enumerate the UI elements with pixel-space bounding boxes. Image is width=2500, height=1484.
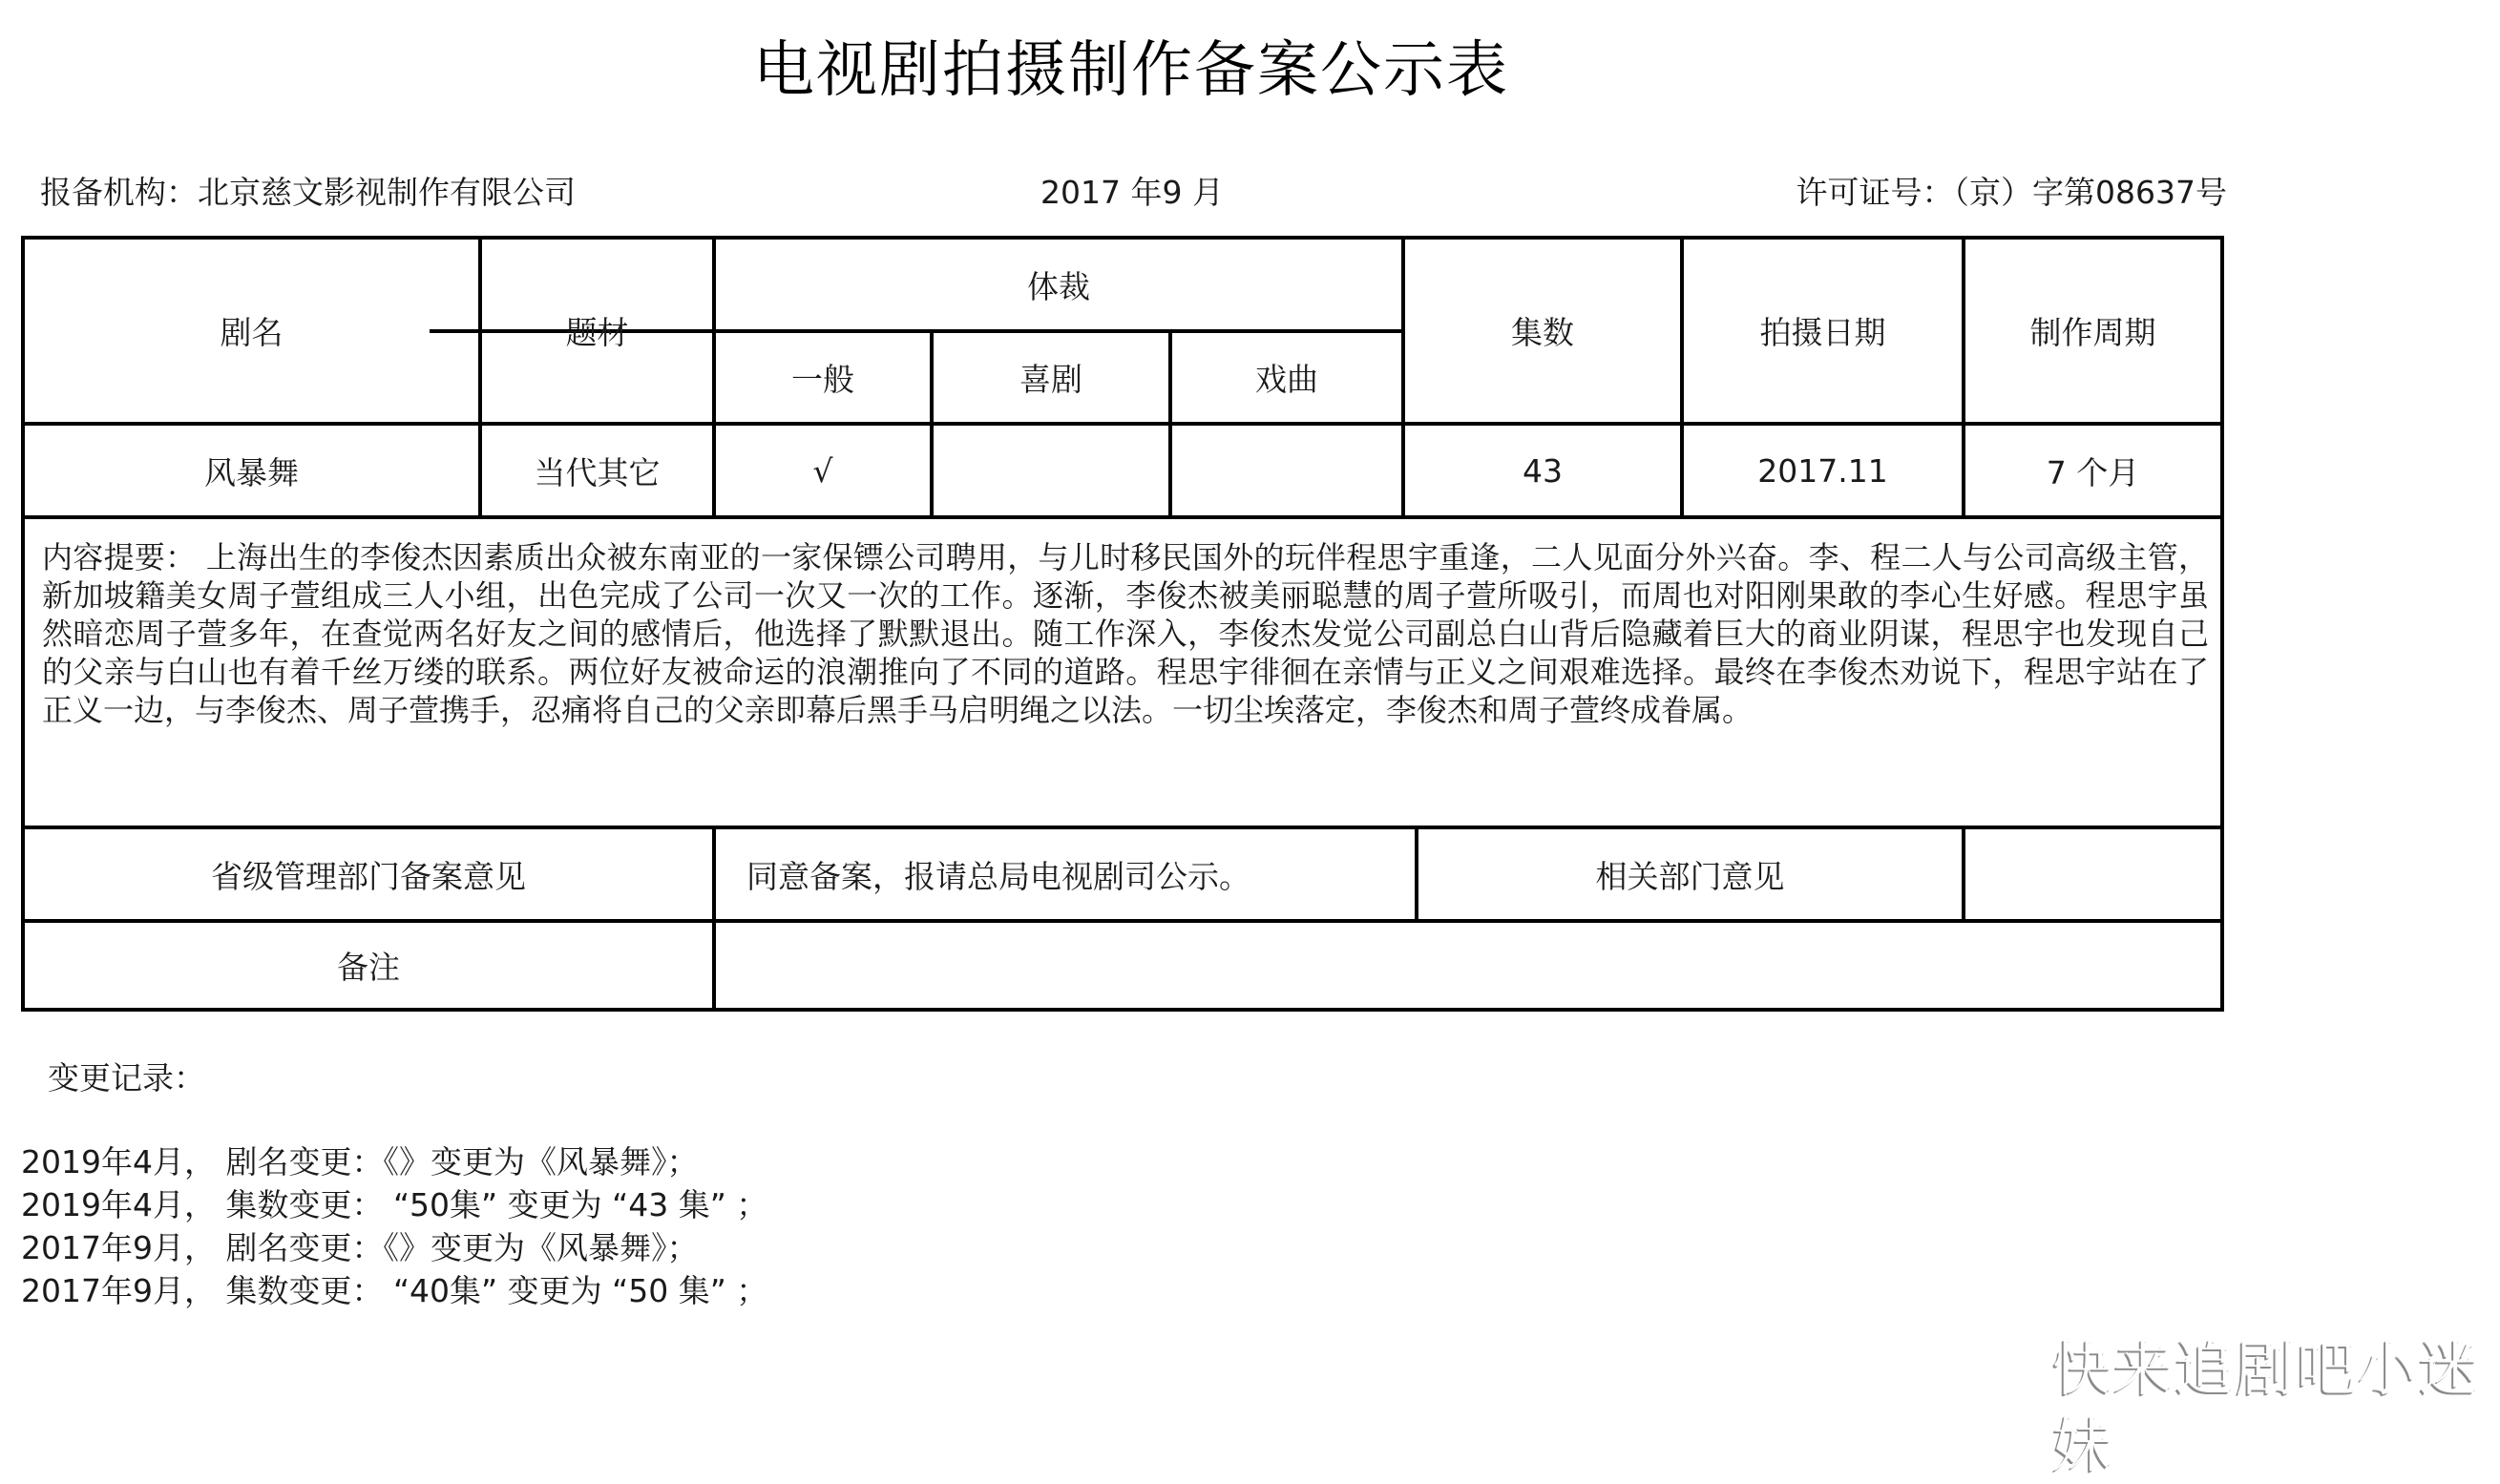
- header-genre: 体裁: [1027, 267, 1090, 305]
- summary-cell: [25, 519, 2220, 826]
- change-log-list: [21, 1140, 767, 1312]
- remarks-label: 备注: [337, 949, 400, 986]
- related-opinion-label: 相关部门意见: [1595, 857, 1785, 895]
- cell-production-period: 7 个月: [2046, 453, 2140, 491]
- cell-genre-comedy: [934, 426, 1168, 515]
- header-genre-comedy: 喜剧: [1019, 361, 1082, 398]
- cell-episodes: 43: [1523, 451, 1563, 490]
- change-log-entry: 2019年4月， 剧名变更：《》变更为《风暴舞》；: [21, 1143, 699, 1181]
- change-log-entry: 2017年9月， 剧名变更：《》变更为《风暴舞》；: [21, 1229, 699, 1266]
- license-number: 许可证号：（京）字第08637号: [1796, 174, 2227, 211]
- provincial-opinion-value: 同意备案，报请总局电视剧司公示。: [746, 857, 1250, 895]
- change-log-entry: 2019年4月， 集数变更： “50集” 变更为 “43 集” ；: [21, 1186, 768, 1223]
- change-log-title: 变更记录：: [48, 1059, 205, 1097]
- cell-genre-opera: [1172, 426, 1401, 515]
- filing-organization: 报备机构：北京慈文影视制作有限公司: [40, 174, 576, 211]
- provincial-opinion-label: 省级管理部门备案意见: [211, 857, 526, 895]
- header-genre-general: 一般: [791, 361, 854, 398]
- related-opinion-value: [1965, 829, 2220, 919]
- cell-shoot-date: 2017.11: [1757, 451, 1888, 490]
- cell-title: 风暴舞: [204, 453, 299, 491]
- cell-genre-general-check: √: [812, 451, 833, 490]
- header-subject: 题材: [565, 314, 629, 351]
- filing-table: [21, 236, 2224, 1012]
- page-title: 电视剧拍摄制作备案公示表: [753, 35, 1509, 106]
- header-shoot-date: 拍摄日期: [1759, 314, 1886, 351]
- header-production-period: 制作周期: [2029, 314, 2156, 351]
- cell-subject: 当代其它: [534, 453, 661, 491]
- watermark: 快来追剧吧小迷妹: [2052, 1334, 2481, 1480]
- header-genre-opera: 戏曲: [1255, 361, 1318, 398]
- remarks-value: [716, 923, 2220, 1008]
- header-episodes: 集数: [1511, 314, 1574, 351]
- filing-date: 2017 年9 月: [1040, 174, 1224, 211]
- change-log-entry: 2017年9月， 集数变更： “40集” 变更为 “50 集” ；: [21, 1272, 768, 1309]
- content-summary: 内容提要： 上海出生的李俊杰因素质出众被东南亚的一家保镖公司聘用，与儿时移民国外的玩伴程思宇重逢，二人见面分外兴奋。李、程二人与公司高级主管，新加坡籍美女周子萱组成三人小组，出色完成了公司一次又一次的工作。逐渐，李俊杰被美丽聪慧的周子萱所吸引，而周也对阳刚果敢的李心生好感。程思宇虽然暗恋周子萱多年，在查觉两名好友之间的感情后，他选择了默默退出。随工作深入，李俊杰发觉公司副总白山背后隐藏着巨大的商业阴谋，程思宇也发现自己的父亲与白山也有着千丝万缕的联系。两位好友被命运的浪潮推向了不同的道路。程思宇徘徊在亲情与正义之间艰难选择。最终在李俊杰劝说下，程思宇站在了正义一边，与李俊杰、周子萱携手，忍痛将自己的父亲即幕后黑手马启明绳之以法。一切尘埃落定，李俊杰和周子萱终成眷属。: [42, 539, 2209, 728]
- header-title: 剧名: [220, 314, 284, 351]
